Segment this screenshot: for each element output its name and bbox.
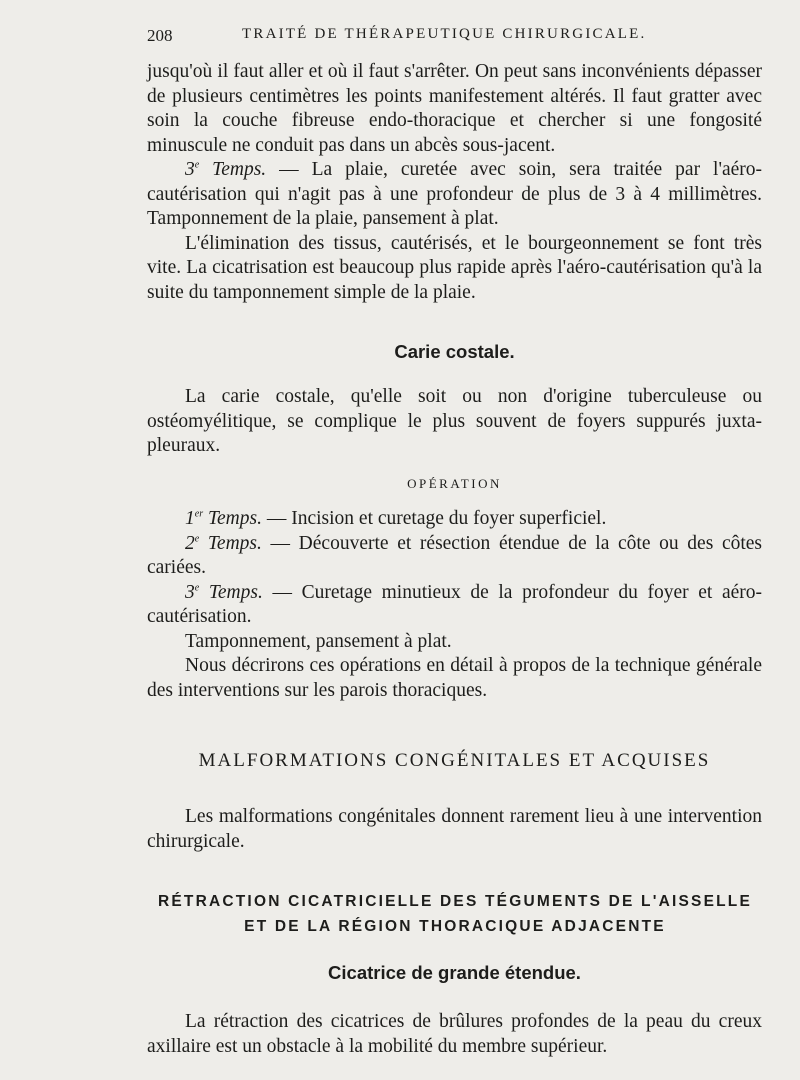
step-number: 2 — [185, 532, 195, 554]
elimination-paragraph: L'élimination des tissus, cautérisés, et le bourgeonnement se font très vite. La cicatrisation est beaucoup plus rapide après l'aéro-cautérisation qu'à la suite du tamponnement simple de la plaie. — [147, 232, 762, 303]
retraction-heading-line2: ET DE LA RÉGION THORACIQUE ADJACENTE — [244, 918, 666, 935]
retraction-heading-line1: RÉTRACTION CICATRICIELLE DES TÉGUMENTS DE L'AISSELLE — [157, 893, 752, 910]
retraction-section — [147, 1010, 762, 1059]
running-title: TRAITÉ DE THÉRAPEUTIQUE CHIRURGICALE. — [242, 26, 647, 42]
step-label: Temps. — [208, 581, 263, 603]
step-text: — Découverte et résection étendue de la côte ou des côtes cariées. — [147, 532, 763, 578]
malformations-paragraph: Les malformations congénitales donnent rarement lieu à une intervention chirurgicale. — [147, 806, 762, 852]
operation-step — [147, 532, 762, 581]
temps-3-sup: e — [194, 159, 200, 171]
step-sup: e — [194, 533, 200, 544]
step-number: 3 — [185, 581, 195, 603]
operation-section — [147, 507, 762, 703]
retraction-heading — [140, 889, 770, 939]
carie-heading: Carie costale. — [394, 341, 515, 362]
decrirons-paragraph: Nous décrirons ces opérations en détail à propos de la technique générale des interventions sur les parois thoraciques. — [147, 655, 762, 701]
step-number: 1 — [185, 508, 195, 529]
intro-section — [147, 60, 762, 305]
temps-3-number: 3 — [185, 159, 195, 180]
retraction-paragraph: La rétraction des cicatrices de brûlures profondes de la peau du creux axillaire est un obstacle à la mobilité du membre supérieur. — [147, 1011, 762, 1057]
step-label: Temps. — [207, 508, 262, 529]
malformations-heading: MALFORMATIONS CONGÉNITALES ET ACQUISES — [198, 750, 711, 771]
intro-paragraph: jusqu'où il faut aller et où il faut s'arrêter. On peut sans inconvénients dépasser de plusieurs centimètres les points manifestement altérés. Il faut gratter avec soin la couche fibreuse endo-thoracique et chercher si une fongosité minuscule ne conduit pas dans un abcès sous-jacent. — [147, 61, 762, 156]
step-text: — Curetage minutieux de la profondeur du foyer et aéro-cautérisation. — [147, 581, 763, 627]
tamponnement-paragraph: Tamponnement, pansement à plat. — [185, 630, 452, 652]
operation-step — [147, 507, 762, 532]
page-number: 208 — [147, 26, 173, 45]
malformations-section — [147, 805, 762, 854]
step-sup: e — [194, 582, 200, 593]
temps-3-paragraph — [147, 158, 762, 232]
temps-3-text: — La plaie, curetée avec soin, sera traitée par l'aéro-cautérisation qui n'agit pas à une profondeur de plus de 3 à 4 millimètres. Tamponnement de la plaie, pansement à plat. — [147, 159, 763, 229]
cicatrice-subheading: Cicatrice de grande étendue. — [328, 962, 581, 983]
operation-heading: OPÉRATION — [407, 476, 502, 491]
operation-step — [147, 581, 762, 630]
step-label: Temps. — [207, 532, 262, 554]
carie-paragraph: La carie costale, qu'elle soit ou non d'origine tuberculeuse ou ostéomyélitique, se complique le plus souvent de foyers suppurés juxta-pleuraux. — [147, 386, 762, 456]
carie-section — [147, 385, 762, 459]
step-text: — Incision et curetage du foyer superficiel. — [261, 508, 607, 529]
step-sup: er — [194, 508, 204, 520]
temps-3-label: Temps. — [212, 159, 267, 180]
page-header — [147, 24, 760, 48]
